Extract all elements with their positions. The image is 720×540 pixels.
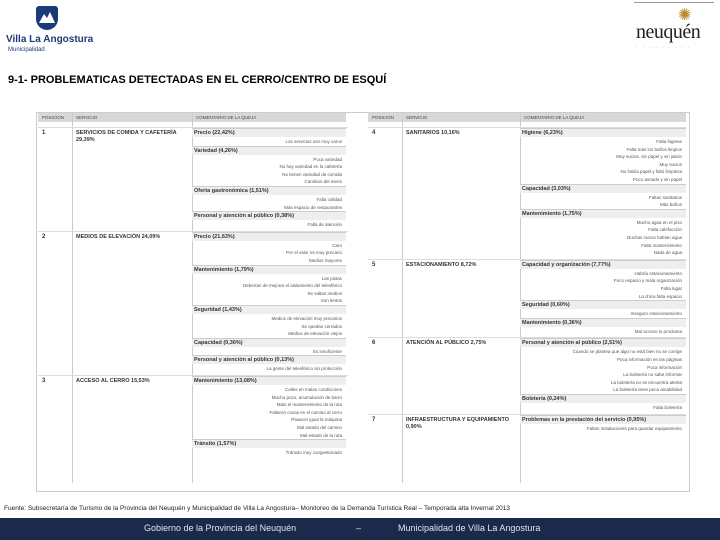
complaint-detail: Caro	[332, 242, 342, 248]
page-title: 9-1- PROBLEMATICAS DETECTADAS EN EL CERRO/CENTRO DE ESQUÍ	[8, 74, 387, 86]
footer-municipality: Municipalidad de Villa La Angostura	[398, 523, 541, 533]
complaint-detail: Mal estado de la ruta	[299, 432, 342, 438]
service-name: ATENCIÓN AL PÚBLICO 2,75%	[406, 340, 487, 347]
complaint-detail: Mal estado del camino	[296, 425, 342, 430]
neuquen-logo	[634, 2, 714, 53]
complaint-category: Problemas en la prestación del servicio (0,95%)	[520, 415, 686, 424]
complaint-detail: Mucho pozo, acumulación de barro	[271, 394, 342, 400]
complaint-detail: Faltaron cosas en el camino al cerro	[269, 409, 342, 415]
complaint-category: Precio (21,63%)	[192, 232, 346, 241]
footer-government: Gobierno de la Provincia del Neuquén	[144, 523, 297, 533]
complaint-category: Personal y atención al público (0,38%)	[192, 211, 346, 220]
complaint-category: Mantenimiento (1,79%)	[192, 265, 346, 274]
complaint-detail: Calles en malas condiciones	[284, 387, 342, 392]
complaint-detail: Los servicios son muy caros	[285, 139, 342, 144]
service-position: 6	[372, 340, 376, 347]
complaint-detail: Se quedan cerrados	[301, 323, 342, 329]
complaint-detail: La boletería no se encuentra atenta	[610, 379, 682, 385]
complaint-category: Boletería (0,24%)	[520, 394, 686, 403]
complaint-detail: Falta de atención	[307, 222, 342, 228]
complaint-detail: No había papel y faltó limpieza	[620, 169, 682, 175]
complaint-category: Capacidad y organización (7,77%)	[520, 260, 686, 269]
column-header-service: SERVICIO	[72, 113, 192, 122]
complaint-detail: Inseguro estacionamiento	[630, 311, 682, 317]
complaint-detail: Poca información	[647, 364, 682, 370]
complaint-detail: Falta mantenimiento	[641, 242, 682, 248]
footer-bar	[0, 518, 720, 540]
complaint-detail: Se saltan medios	[307, 290, 342, 296]
complaint-detail: Mucho agua en el piso	[636, 219, 682, 225]
complaint-category: Personal y atención al público (2,51%)	[520, 338, 686, 347]
complaint-category: Variedad (4,26%)	[192, 146, 346, 155]
complaint-category: Mantenimiento (0,36%)	[520, 318, 686, 327]
complaint-detail: Medios de elevación muy precarios	[271, 316, 342, 321]
column-header-comment: COMENTARIO DE LA QUEJA	[192, 113, 346, 122]
complaint-detail: Son lentos	[320, 298, 342, 304]
complaint-detail: La chica falta espacio	[638, 293, 682, 299]
complaint-detail: Por el valor es muy precario	[285, 250, 342, 256]
service-position: 3	[42, 378, 46, 384]
service-name: INFRAESTRUCTURA Y EQUIPAMIENTO 0,90%	[406, 416, 509, 430]
logo-subtitle: Municipalidad	[8, 47, 45, 53]
logo-name: Villa La Angostura	[6, 34, 94, 45]
complaint-detail: No tienen variedad de comida	[282, 171, 342, 177]
service-name: SANITARIOS 10,16%	[406, 130, 460, 136]
complaint-category: Seguridad (1,43%)	[192, 305, 346, 314]
complaint-detail: Falta calidad	[316, 197, 342, 202]
complaint-category: Capacidad (0,36%)	[192, 338, 346, 347]
complaint-detail: Falta lugar	[660, 286, 682, 291]
complaint-detail: Más espacio de restaurantes	[284, 204, 342, 210]
logo-word: neuquén	[636, 21, 701, 43]
complaint-detail: Las pistas	[321, 275, 342, 281]
complaint-detail: Falta higiene	[656, 139, 682, 144]
column-divider	[402, 113, 403, 483]
complaint-detail: Poco aseado y sin papel	[632, 177, 682, 182]
complaint-detail: Mal acceso lo proclama	[634, 328, 682, 334]
complaint-category: Mantenimiento (13,08%)	[192, 376, 346, 385]
complaint-detail: Malo el mantenimiento de la ruta	[276, 402, 342, 408]
complaint-detail: Falta calefacción	[648, 227, 682, 233]
complaint-detail: Cuando se plantea que algo no está bien no se corrige	[572, 349, 682, 355]
source-footnote: Fuente: Subsecretaría de Turismo de la Provincia del Neuquén y Municipalidad de Villa La Angostura– Monitoreo de la Demanda Turística Real – Temporada alta Invernal 2013	[4, 505, 510, 512]
sun-icon: ✺	[678, 7, 692, 24]
complaint-category: Higiene (6,23%)	[520, 128, 686, 137]
complaint-detail: Pasaron igual la máquina	[291, 417, 342, 423]
complaint-detail: Poca información en las páginas	[616, 357, 682, 362]
service-name: ACCESO AL CERRO 15,53%	[76, 378, 150, 384]
complaint-category: Seguridad (0,60%)	[520, 300, 686, 309]
service-position: 1	[42, 130, 46, 136]
column-header-position: POSICIÓN	[38, 113, 72, 122]
complaint-category: Precio (22,42%)	[192, 128, 346, 137]
column-header-comment: COMENTARIO DE LA QUEJA	[520, 113, 686, 122]
complaint-detail: Habría estacionamiento	[634, 270, 682, 276]
complaint-detail: Falta más los baños limpios	[626, 146, 682, 152]
complaint-category: Personal y atención al público (0,13%)	[192, 355, 346, 364]
service-name: SERVICIOS DE COMIDA Y CAFETERÍA 29,39%	[76, 130, 177, 143]
complaint-detail: La boletería tiene poca amabilidad	[613, 387, 682, 393]
complaint-detail: Duchas nunca habían agua	[626, 235, 682, 240]
complaint-detail: Falta boletería	[653, 405, 682, 410]
column-divider	[72, 113, 73, 483]
service-position: 4	[372, 130, 376, 136]
service-name: ESTACIONAMIENTO 8,72%	[406, 261, 477, 268]
municipal-shield-icon	[36, 6, 58, 30]
complaint-detail: Más baños	[659, 202, 682, 208]
complaint-detail: Es insuficiente	[312, 348, 342, 354]
column-header-service: SERVICIO	[402, 113, 520, 122]
column-header-position: POSICIÓN	[368, 113, 402, 122]
complaint-detail: Muy sucios, sin papel y sin jabón	[616, 154, 682, 160]
complaint-category: Capacidad (3,03%)	[520, 184, 686, 193]
complaint-category: Mantenimiento (1,75%)	[520, 209, 686, 218]
complaint-category: Tránsito (1,57%)	[192, 439, 346, 448]
complaint-detail: Tránsito muy congestionado	[285, 450, 342, 456]
complaint-detail: Deberían de mejorar el aislamiento del telesférico	[242, 283, 342, 289]
footer-separator: –	[356, 523, 362, 533]
complaint-detail: Faltan instalaciones para guardar equipamiento	[586, 425, 682, 431]
service-position: 5	[372, 261, 376, 268]
complaint-detail: Poca variedad	[313, 156, 342, 162]
service-name: MEDIOS DE ELEVACIÓN 24,09%	[76, 233, 161, 240]
complaint-detail: Poco espacio y mala organización	[613, 278, 682, 284]
villa-la-angostura-logo	[6, 4, 96, 54]
complaint-detail: Muy sucios	[659, 161, 682, 167]
complaint-detail: Medios mayores	[308, 258, 342, 263]
complaint-detail: Nada de agua	[653, 250, 682, 256]
complaint-detail: Cambios del menú	[304, 179, 342, 185]
logo-tagline: · · · · · · · · ·	[636, 45, 691, 50]
complaint-detail: No hay variedad en la cafetería	[279, 164, 342, 170]
complaint-detail: La gente del telesférico sin protección	[266, 366, 342, 372]
service-position: 2	[42, 233, 46, 240]
complaint-category: Oferta gastronómica (1,51%)	[192, 186, 346, 195]
service-position: 7	[372, 416, 376, 423]
complaint-detail: La boletería no sabe informar	[623, 372, 682, 378]
complaint-detail: Faltan sanitarios	[648, 194, 682, 200]
complaint-detail: Medios de elevación viejos	[288, 331, 342, 337]
